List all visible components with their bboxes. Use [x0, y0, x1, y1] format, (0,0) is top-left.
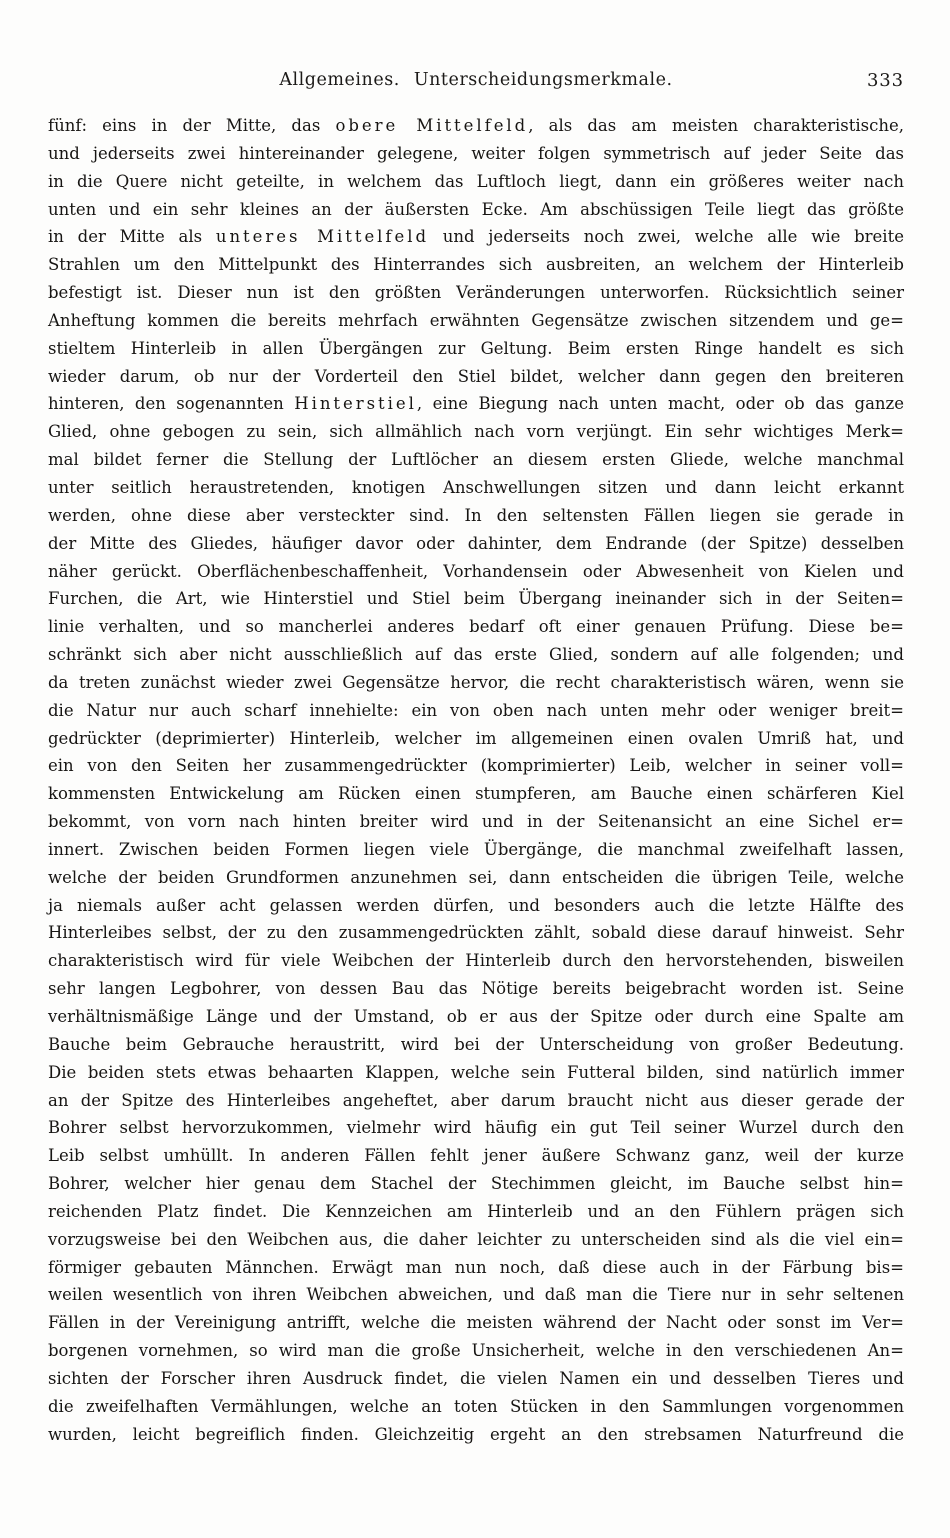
text-segment: Furchen, die Art, wie Hinterstiel und Stiel beim Übergang ineinander sich in der Seiten= — [48, 589, 904, 609]
text-segment: linie verhalten, und so mancherlei anderes bedarf oft einer genauen Prüfung. Diese be= — [48, 617, 904, 637]
text-line — [48, 223, 904, 251]
text-segment: innert. Zwischen beiden Formen liegen viele Übergänge, die manchmal zweifelhaft lassen, — [48, 839, 904, 859]
text-line — [48, 808, 904, 836]
text-line — [48, 1281, 904, 1309]
text-line — [48, 363, 904, 391]
text-segment: Fällen in der Vereinigung antrifft, welche die meisten während der Nacht oder sonst im Ver= — [48, 1313, 904, 1333]
text-segment: der Mitte des Gliedes, häufiger davor oder dahinter, dem Endrande (der Spitze) desselben — [48, 533, 904, 553]
text-line — [48, 1031, 904, 1059]
text-segment: hinteren, den sogenannten — [48, 394, 295, 414]
text-line — [48, 1170, 904, 1198]
text-line — [48, 446, 904, 474]
text-segment: reichenden Platz findet. Die Kennzeichen am Hinterleib und an den Fühlern prägen sich — [48, 1201, 904, 1221]
header-row — [48, 70, 904, 100]
text-line — [48, 836, 904, 864]
page-body — [48, 112, 904, 1449]
text-line — [48, 390, 904, 418]
page-number: 333 — [866, 70, 904, 91]
text-segment: charakteristisch wird für viele Weibchen der Hinterleib durch den hervorstehenden, bisweilen — [48, 951, 904, 971]
text-segment: ja niemals außer acht gelassen werden dürfen, und besonders auch die letzte Hälfte des — [48, 895, 904, 915]
text-segment: Bohrer selbst hervorzukommen, vielmehr wird häufig ein gut Teil seiner Wurzel durch den — [48, 1118, 904, 1138]
text-line — [48, 558, 904, 586]
text-segment: sehr langen Legbohrer, von dessen Bau das Nötige bereits beigebracht worden ist. Seine — [48, 979, 904, 999]
text-segment: Bauche beim Gebrauche heraustritt, wird bei der Unterscheidung von großer Bedeutung. — [48, 1034, 904, 1054]
text-segment: Bohrer, welcher hier genau dem Stachel der Stechimmen gleicht, im Bauche selbst hin= — [48, 1174, 904, 1194]
emphasized-text: Hinterstiel — [294, 394, 417, 414]
subsection-title: Unterscheidungsmerkmale. — [413, 70, 673, 90]
text-line — [48, 1003, 904, 1031]
text-segment: wieder darum, ob nur der Vorderteil den Stiel bildet, welcher dann gegen den breiteren — [48, 366, 904, 386]
text-line — [48, 1114, 904, 1142]
text-segment: unten und ein sehr kleines an der äußersten Ecke. Am abschüssigen Teile liegt das größte — [48, 199, 904, 219]
text-segment: Hinterleibes selbst, der zu den zusammengedrückten zählt, sobald diese darauf hinweist. Sehr — [48, 923, 904, 943]
text-segment: unter seitlich heraustretenden, knotigen Anschwellungen sitzen und dann leicht erkannt — [48, 477, 904, 497]
text-line — [48, 168, 904, 196]
text-line — [48, 1421, 904, 1449]
text-segment: in der Mitte als — [48, 227, 216, 247]
text-line — [48, 112, 904, 140]
text-segment: die Natur nur auch scharf innehielte: ein von oben nach unten mehr oder weniger breit= — [48, 700, 904, 720]
text-line — [48, 613, 904, 641]
text-segment: kommensten Entwickelung am Rücken einen stumpferen, am Bauche einen schärferen Kiel — [48, 784, 904, 804]
text-segment: stieltem Hinterleib in allen Übergängen zur Geltung. Beim ersten Ringe handelt es sich — [48, 338, 904, 358]
text-line — [48, 864, 904, 892]
text-segment: Die beiden stets etwas behaarten Klappen, welche sein Futteral bilden, sind natürlich immer — [48, 1062, 904, 1082]
text-segment: weilen wesentlich von ihren Weibchen abweichen, und daß man die Tiere nur in sehr seltenen — [48, 1285, 904, 1305]
text-line — [48, 725, 904, 753]
text-segment: fünf: eins in der Mitte, das — [48, 116, 336, 135]
text-line — [48, 1059, 904, 1087]
text-segment: schränkt sich aber nicht ausschließlich auf das erste Glied, sondern auf alle folgenden; und — [48, 645, 904, 665]
text-line — [48, 335, 904, 363]
text-segment: mal bildet ferner die Stellung der Luftlöcher an diesem ersten Gliede, welche manchmal — [48, 450, 904, 470]
text-line — [48, 1198, 904, 1226]
emphasized-text: unteres Mittelfeld — [215, 227, 430, 247]
text-segment: , als das am meisten charakteristische, — [528, 116, 904, 135]
text-segment: befestigt ist. Dieser nun ist den größten Veränderungen unterworfen. Rücksichtlich seiner — [48, 283, 904, 303]
text-segment: förmiger gebauten Männchen. Erwägt man nun noch, daß diese auch in der Färbung bis= — [48, 1257, 904, 1277]
text-line — [48, 196, 904, 224]
text-segment: Glied, ohne gebogen zu sein, sich allmählich nach vorn verjüngt. Ein sehr wichtiges Merk= — [48, 422, 904, 442]
text-segment: Anheftung kommen die bereits mehrfach erwähnten Gegensätze zwischen sitzendem und ge= — [48, 310, 904, 330]
text-segment: vorzugsweise bei den Weibchen aus, die daher leichter zu unterscheiden sind als die viel ein= — [48, 1229, 904, 1249]
text-line — [48, 697, 904, 725]
text-segment: verhältnismäßige Länge und der Umstand, ob er aus der Spitze oder durch eine Spalte am — [48, 1007, 904, 1026]
text-line — [48, 669, 904, 697]
text-segment: bekommt, von vorn nach hinten breiter wird und in der Seitenansicht an eine Sichel er= — [48, 812, 904, 832]
text-segment: näher gerückt. Oberflächenbeschaffenheit, Vorhandensein oder Abwesenheit von Kielen und — [48, 561, 904, 581]
text-line — [48, 530, 904, 558]
text-line — [48, 307, 904, 335]
text-line — [48, 752, 904, 780]
running-head — [48, 70, 904, 100]
text-segment: in die Quere nicht geteilte, in welchem das Luftloch liegt, dann ein größeres weiter nach — [48, 171, 904, 191]
text-line — [48, 641, 904, 669]
text-segment: werden, ohne diese aber versteckter sind. In den seltensten Fällen liegen sie gerade in — [48, 505, 904, 525]
text-line — [48, 418, 904, 446]
text-line — [48, 585, 904, 613]
text-segment: und jederseits noch zwei, welche alle wie breite — [429, 227, 904, 247]
text-segment: ein von den Seiten her zusammengedrückter (komprimierter) Leib, welcher in seiner voll= — [48, 756, 904, 776]
text-line — [48, 1337, 904, 1365]
text-line — [48, 780, 904, 808]
text-line — [48, 1365, 904, 1393]
text-line — [48, 474, 904, 502]
text-line — [48, 1309, 904, 1337]
running-head-titles — [48, 70, 904, 90]
text-line — [48, 1087, 904, 1115]
text-segment: da treten zunächst wieder zwei Gegensätze hervor, die recht charakteristisch wären, wenn sie — [48, 672, 904, 692]
text-line — [48, 1226, 904, 1254]
text-segment: Leib selbst umhüllt. In anderen Fällen fehlt jener äußere Schwanz ganz, weil der kurze — [48, 1146, 904, 1166]
text-line — [48, 892, 904, 920]
section-title: Allgemeines. — [279, 70, 400, 90]
text-segment: an der Spitze des Hinterleibes angeheftet, aber darum braucht nicht aus dieser gerade der — [48, 1090, 904, 1110]
text-line — [48, 1254, 904, 1282]
text-segment: sichten der Forscher ihren Ausdruck findet, die vielen Namen ein und desselben Tieres und — [48, 1368, 904, 1388]
text-segment: gedrückter (deprimierter) Hinterleib, welcher im allgemeinen einen ovalen Umriß hat, und — [48, 728, 904, 748]
text-segment: borgenen vornehmen, so wird man die große Unsicherheit, welche in den verschiedenen An= — [48, 1341, 904, 1361]
text-segment: die zweifelhaften Vermählungen, welche an toten Stücken in den Sammlungen vorgenommen — [48, 1396, 904, 1416]
text-line — [48, 279, 904, 307]
text-segment: welche der beiden Grundformen anzunehmen sei, dann entscheiden die übrigen Teile, welche — [48, 867, 904, 887]
text-segment: wurden, leicht begreiflich finden. Gleichzeitig ergeht an den strebsamen Naturfreund die — [48, 1424, 904, 1444]
emphasized-text: obere Mittelfeld — [335, 116, 529, 135]
text-line — [48, 975, 904, 1003]
text-line — [48, 251, 904, 279]
text-segment: Strahlen um den Mittelpunkt des Hinterrandes sich ausbreiten, an welchem der Hinterleib — [48, 255, 904, 275]
text-line — [48, 919, 904, 947]
text-line — [48, 502, 904, 530]
text-line — [48, 1142, 904, 1170]
text-line — [48, 947, 904, 975]
text-line — [48, 140, 904, 168]
text-line — [48, 1393, 904, 1421]
text-segment: und jederseits zwei hintereinander gelegene, weiter folgen symmetrisch auf jeder Seite das — [48, 143, 904, 163]
text-segment: , eine Biegung nach unten macht, oder ob das ganze — [416, 394, 904, 414]
